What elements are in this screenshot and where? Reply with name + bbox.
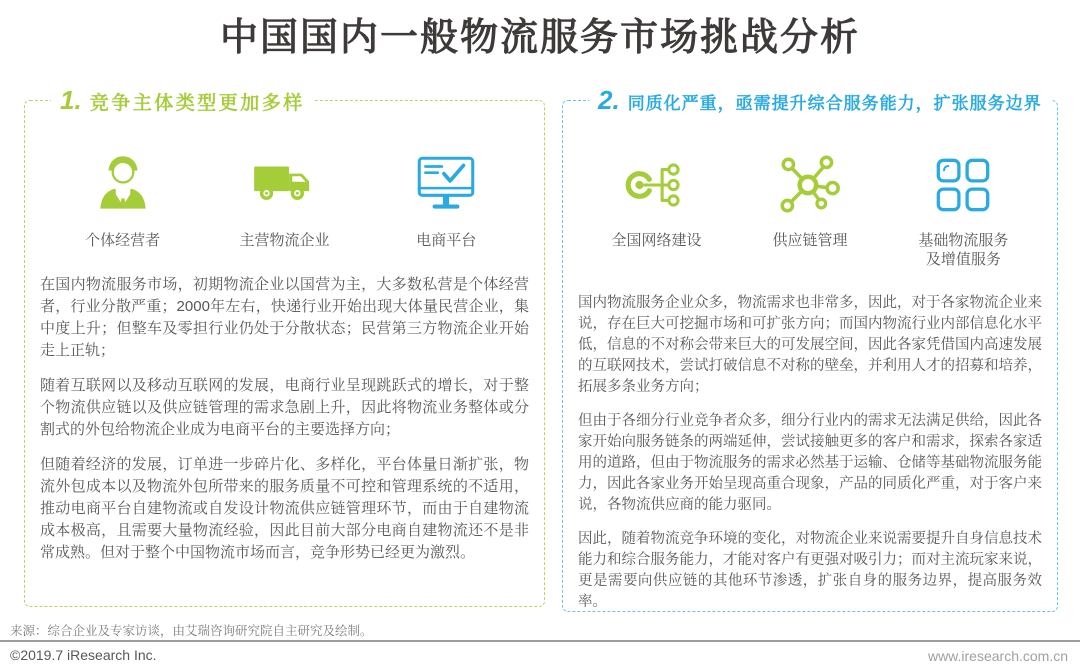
panel-homogenization: [562, 85, 1058, 612]
panel-paragraph: 在国内物流服务市场，初期物流企业以国营为主，大多数私营是个体经营者，行业分散严重；2000年左右，快递行业开始出现大体量民营企业，集中度上升；但整车及零担行业仍处于分散状态；民营第三方物流企业开始走上正轨；: [40, 276, 529, 359]
icon-item-national-network: [581, 149, 732, 269]
icon-item-logistics-company: [205, 149, 364, 250]
panel-1-body: [40, 274, 529, 564]
source-note: 来源：综合企业及专家访谈，由艾瑞咨询研究院自主研究及绘制。: [10, 624, 373, 638]
panel-paragraph: 但由于各细分行业竞争者众多，细分行业内的需求无法满足供给，因此各家开始向服务链条的两端延伸，尝试接触更多的客户和需求，探索各家适用的道路，但由于物流服务的需求必然基于运输、仓储等基础物流服务能力，因此各家业务开始呈现高重合现象，产品的同质化严重，对于客户来说，各物流供应商的能力驱同。: [578, 413, 1042, 513]
copyright-text: ©2019.7 iResearch Inc.: [10, 647, 157, 663]
icon-item-ecommerce-platform: [367, 149, 526, 250]
panel-1-heading: [51, 85, 314, 116]
monitor-check-icon: [410, 149, 482, 221]
molecule-network-icon: [774, 149, 846, 221]
icon-label: 供应链管理: [772, 232, 848, 249]
website-text: www.iresearch.com.cn: [927, 648, 1068, 664]
icon-item-supply-chain: [734, 149, 885, 269]
truck-icon: [249, 149, 321, 221]
grid-squares-icon: [927, 149, 999, 221]
heading-number: 2.: [598, 85, 620, 115]
heading-label: 竞争主体类型更加多样: [89, 93, 305, 114]
panel-2-heading: [589, 85, 1051, 116]
icon-label: 个体经营者: [85, 232, 161, 249]
panel-paragraph: 随着互联网以及移动互联网的发展，电商行业呈现跳跃式的增长，对于整个物流供应链以及供应链管理的需求急剧上升，因此将物流业务整体或分割式的外包给物流企业成为电商平台的主要选择方向；: [40, 377, 529, 438]
icon-label: 电商平台: [416, 232, 477, 249]
panel-1-icon-row: [25, 149, 544, 250]
panel-2-icon-row: [563, 149, 1057, 269]
icon-item-basic-services: [888, 149, 1039, 269]
icon-label: 主营物流企业: [239, 232, 330, 249]
businessman-icon: [87, 149, 159, 221]
icon-label-line-2: 及增值服务: [925, 251, 1001, 268]
footer-divider: [0, 640, 1080, 642]
panel-paragraph: 国内物流服务企业众多，物流需求也非常多，因此，对于各家物流企业来说，存在巨大可挖掘市场和可扩张方向；而国内物流行业内部信息化水平低，信息的不对称会带来巨大的可发展空间，因此各家凭借国内高速发展的互联网技术，尝试打破信息不对称的壁垒，并利用人才的招募和培养，拓展多条业务方向；: [578, 295, 1042, 395]
panel-paragraph: 但随着经济的发展，订单进一步碎片化、多样化，平台体量日渐扩张，物流外包成本以及物流外包所带来的服务质量不可控和管理系统的不适用，推动电商平台自建物流或自发设计物流供应链管理环节，而由于自建物流成本极高，且需要大量物流经验，因此目前大部分电商自建物流还不是非常成熟。但对于整个中国物流市场而言，竞争形势已经更为激烈。: [40, 456, 529, 561]
icon-item-individual-operator: [43, 149, 202, 250]
icon-label-line-1: 基础物流服务: [918, 232, 1009, 249]
panel-paragraph: 因此，随着物流竞争环境的变化，对物流企业来说需要提升自身信息技术能力和综合服务能力，才能对客户有更强对吸引力；而对主流玩家来说，更是需要向供应链的其他环节渗透，扩张自身的服务边界，提高服务效率。: [578, 531, 1042, 610]
panel-competition-diversity: [24, 85, 545, 607]
heading-label: 同质化严重，亟需提升综合服务能力，扩张服务边界: [627, 94, 1042, 113]
heading-number: 1.: [60, 85, 82, 115]
icon-label: 全国网络建设: [611, 232, 702, 249]
network-branch-icon: [621, 149, 693, 221]
panel-2-body: [578, 293, 1042, 613]
page-title: 中国国内一般物流服务市场挑战分析: [219, 17, 860, 59]
icon-label: [918, 231, 1008, 269]
